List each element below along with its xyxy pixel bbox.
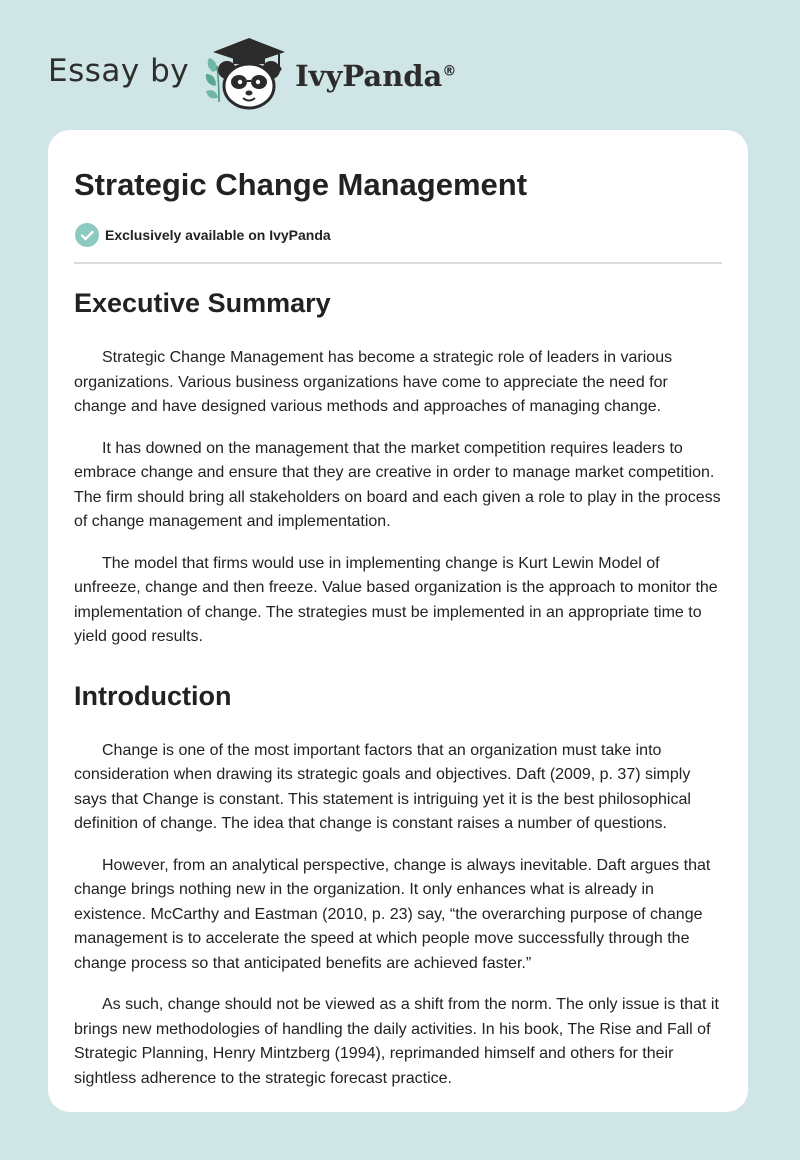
- essay-card: [48, 130, 748, 1112]
- paragraph: The model that firms would use in implementing change is Kurt Lewin Model of unfreeze, change and then freeze. Value based organization is the approach to monitor the implementation of change. The strategies must be implemented in an appropriate time to yield good results.: [74, 554, 718, 645]
- check-circle-icon: [74, 222, 100, 248]
- paragraph: However, from an analytical perspective, change is always inevitable. Daft argues that change brings nothing new in the organization. It only enhances what is already in existence. McCarthy and Eastman (2010, p. 23) say, “the overarching purpose of change management is to accelerate the speed at which people move successfully through the change process so that anticipated benefits are achieved faster.”: [74, 856, 711, 972]
- brand-prefix: Essay by: [48, 53, 190, 89]
- section-heading-executive-summary: Executive Summary: [74, 288, 331, 318]
- essay-title: Strategic Change Management: [74, 167, 528, 202]
- title-divider: [74, 262, 722, 264]
- panda-logo-icon: [201, 36, 293, 112]
- paragraph: Strategic Change Management has become a strategic role of leaders in various organizations. Various business organizations have come to appreciate the need for change and have designed various methods and approaches of managing change.: [74, 349, 673, 415]
- exclusive-badge: [74, 222, 722, 248]
- section-heading-introduction: Introduction: [74, 680, 232, 711]
- brand-header[interactable]: [48, 36, 456, 112]
- paragraph: Change is one of the most important factors that an organization must take into consideration when drawing its strategic goals and objectives. Daft (2009, p. 37) simply says that Change is constant. This statement is intriguing yet it is the best philosophical definition of change. The idea that change is constant raises a number of questions.: [74, 741, 691, 832]
- paragraph: As such, change should not be viewed as a shift from the norm. The only issue is that it brings new methodologies of handling the daily activities. In his book, The Rise and Fall of Strategic Planning, Henry Mintzberg (1994), reprimanded himself and others for their sightless adherence to the strategic forecast practice.: [74, 996, 719, 1087]
- paragraph: It has downed on the management that the market competition requires leaders to embrace change and ensure that they are creative in order to manage market competition. The firm should bring all stakeholders on board and each given a role to play in the process of change management and implementation.: [74, 439, 721, 530]
- badge-text: Exclusively available on IvyPanda: [105, 227, 331, 243]
- brand-name: IvyPanda®: [295, 59, 457, 93]
